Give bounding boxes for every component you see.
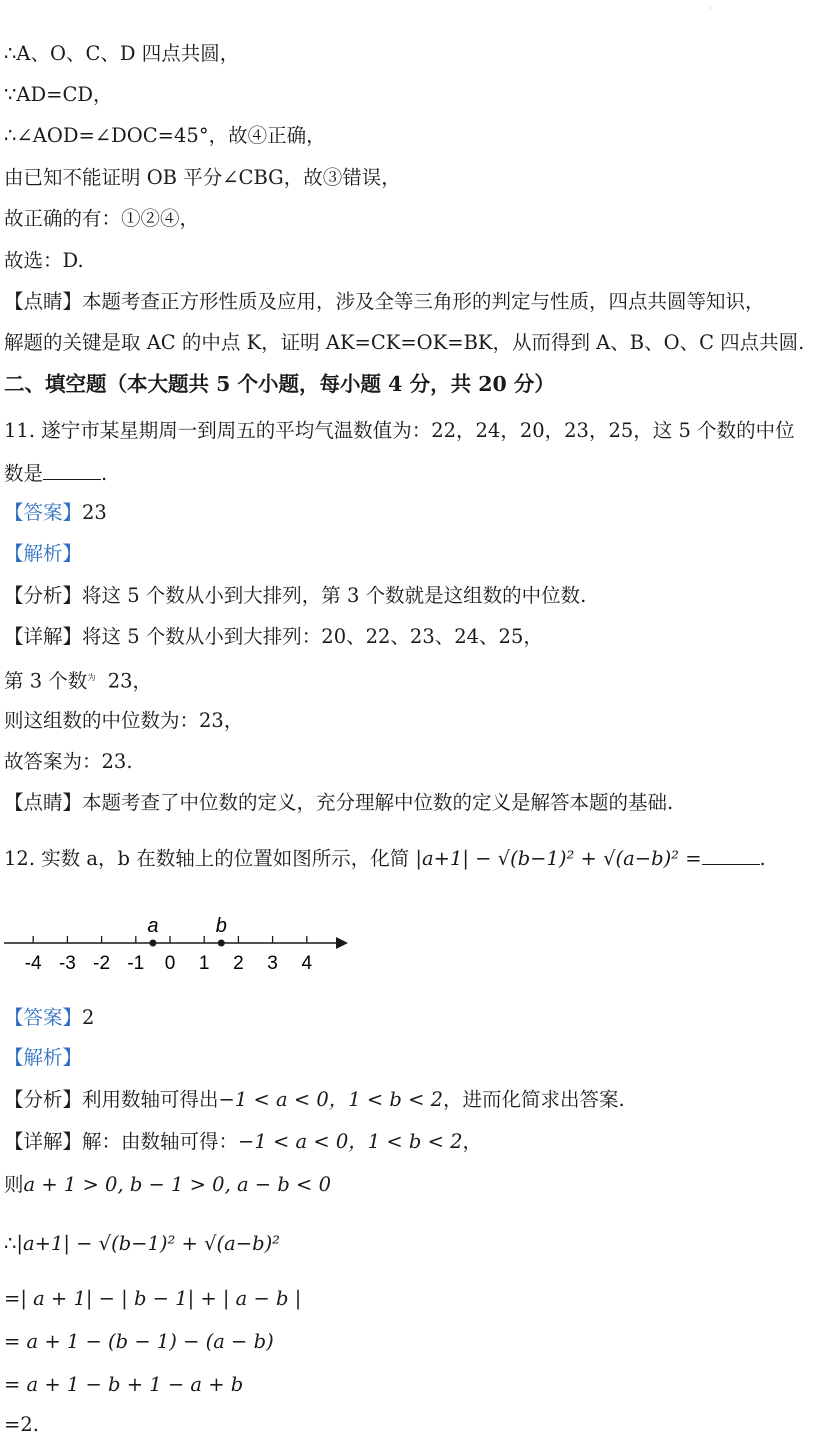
point-b <box>218 940 225 947</box>
answer-blank <box>43 461 101 480</box>
tick-label: -2 <box>93 953 111 974</box>
therefore-line <box>4 1232 280 1256</box>
number-line-figure <box>0 900 360 980</box>
tick-label: 1 <box>198 953 210 974</box>
tick-label: 4 <box>301 953 313 974</box>
xiangjie-12-text: 【详解】解：由数轴可得： <box>4 1130 239 1153</box>
tick-label: -4 <box>24 953 42 974</box>
line-dianjing-1: 【点睛】本题考查正方形性质及应用，涉及全等三角形的判定与性质，四点共圆等知识， <box>4 290 765 313</box>
corner-mark: · <box>709 4 712 13</box>
point-a <box>149 940 156 947</box>
third-value: 23， <box>107 669 153 693</box>
fenxi-12-math: −1 < a < 0，1 < b < 2 <box>218 1088 444 1111</box>
line-angle-aod: ∴∠AOD=∠DOC=45°，故④正确， <box>4 124 326 147</box>
third-label: 第 3 个数 <box>4 669 88 693</box>
line-dianjing-2: 解题的关键是取 AC 的中点 K，证明 AK=CK=OK=BK，从而得到 A、B、O、C 四点共圆. <box>4 331 805 354</box>
median-line: 则这组数的中位数为：23， <box>4 709 244 732</box>
step-1: =| a + 1| − | b − 1| + | a − b | <box>4 1287 302 1310</box>
xiangjie-12-tail: ， <box>462 1130 483 1153</box>
xiangjie-12-math: −1 < a < 0，1 < b < 2 <box>238 1130 463 1153</box>
answer-value-12: 2 <box>82 1006 95 1029</box>
question-11-line2 <box>4 461 107 486</box>
line-concyclic: ∴A、O、C、D 四点共圆， <box>4 42 240 65</box>
tick-label: 3 <box>267 953 278 974</box>
answer-11 <box>4 501 107 525</box>
tick-label: -1 <box>127 953 145 974</box>
then-math: a + 1 > 0, b − 1 > 0, a − b < 0 <box>23 1173 331 1196</box>
step-4: =2. <box>4 1413 39 1436</box>
question-12: 12. 实数 a，b 在数轴上的位置如图所示，化简 |a+1| − √(b−1)² + √(a−b)² = . <box>4 847 766 870</box>
fenxi-12-tail: ，进而化简求出答案. <box>443 1088 625 1111</box>
then-label: 则 <box>4 1173 24 1196</box>
dianjing-11: 【点睛】本题考查了中位数的定义，充分理解中位数的定义是解答本题的基础. <box>4 791 674 814</box>
arrow-icon <box>336 937 348 949</box>
final-answer-11: 故答案为：23. <box>4 750 133 773</box>
question-11-line1: 11. 遂宁市某星期周一到周五的平均气温数值为：22，24，20，23，25，这 5 个数的中位 <box>4 419 795 442</box>
question-11-end: . <box>101 462 108 485</box>
question-12-text: 12. 实数 a，b 在数轴上的位置如图所示，化简 <box>4 847 410 870</box>
question-11-text: 数是 <box>4 462 44 485</box>
point-b-label: b <box>215 915 227 937</box>
therefore-math: |a+1| − √(b−1)² + √(a−b)² <box>16 1232 280 1255</box>
answer-tag-12: 【答案】 <box>4 1006 83 1029</box>
analysis-tag-12: 【解析】 <box>4 1046 83 1069</box>
line-correct-set: 故正确的有：①②④， <box>4 207 200 230</box>
fenxi-12-text: 【分析】利用数轴可得出 <box>4 1088 219 1111</box>
third-number-line <box>4 666 152 694</box>
xiangjie-11: 【详解】将这 5 个数从小到大排列：20、22、23、24、25， <box>4 625 543 648</box>
line-ob-bisect: 由已知不能证明 OB 平分∠CBG，故③错误， <box>4 166 401 189</box>
section-title-fill-in: 二、填空题（本大题共 5 个小题，每小题 4 分，共 20 分） <box>4 372 555 396</box>
line-choose-d: 故选：D. <box>4 249 84 272</box>
question-12-expression: |a+1| − √(b−1)² + √(a−b)² = <box>415 847 702 870</box>
tick-label: 0 <box>164 953 176 974</box>
answer-12 <box>4 1006 94 1030</box>
line-ad-cd: ∵AD=CD， <box>4 83 113 106</box>
xiangjie-12 <box>4 1130 482 1154</box>
step-3: = a + 1 − b + 1 − a + b <box>4 1373 244 1396</box>
answer-blank-12 <box>702 846 760 865</box>
analysis-tag-11: 【解析】 <box>4 542 83 565</box>
tick-label: 2 <box>233 953 244 974</box>
answer-value: 23 <box>82 501 107 524</box>
therefore-symbol: ∴ <box>4 1232 17 1255</box>
step-2: = a + 1 − (b − 1) − (a − b) <box>4 1330 274 1353</box>
point-a-label: a <box>147 915 159 937</box>
third-small-mark: 为 <box>87 673 96 682</box>
fenxi-11: 【分析】将这 5 个数从小到大排列，第 3 个数就是这组数的中位数. <box>4 584 587 607</box>
fenxi-12 <box>4 1088 625 1112</box>
then-line <box>4 1173 331 1197</box>
tick-label: -3 <box>58 953 76 974</box>
answer-tag: 【答案】 <box>4 501 83 524</box>
